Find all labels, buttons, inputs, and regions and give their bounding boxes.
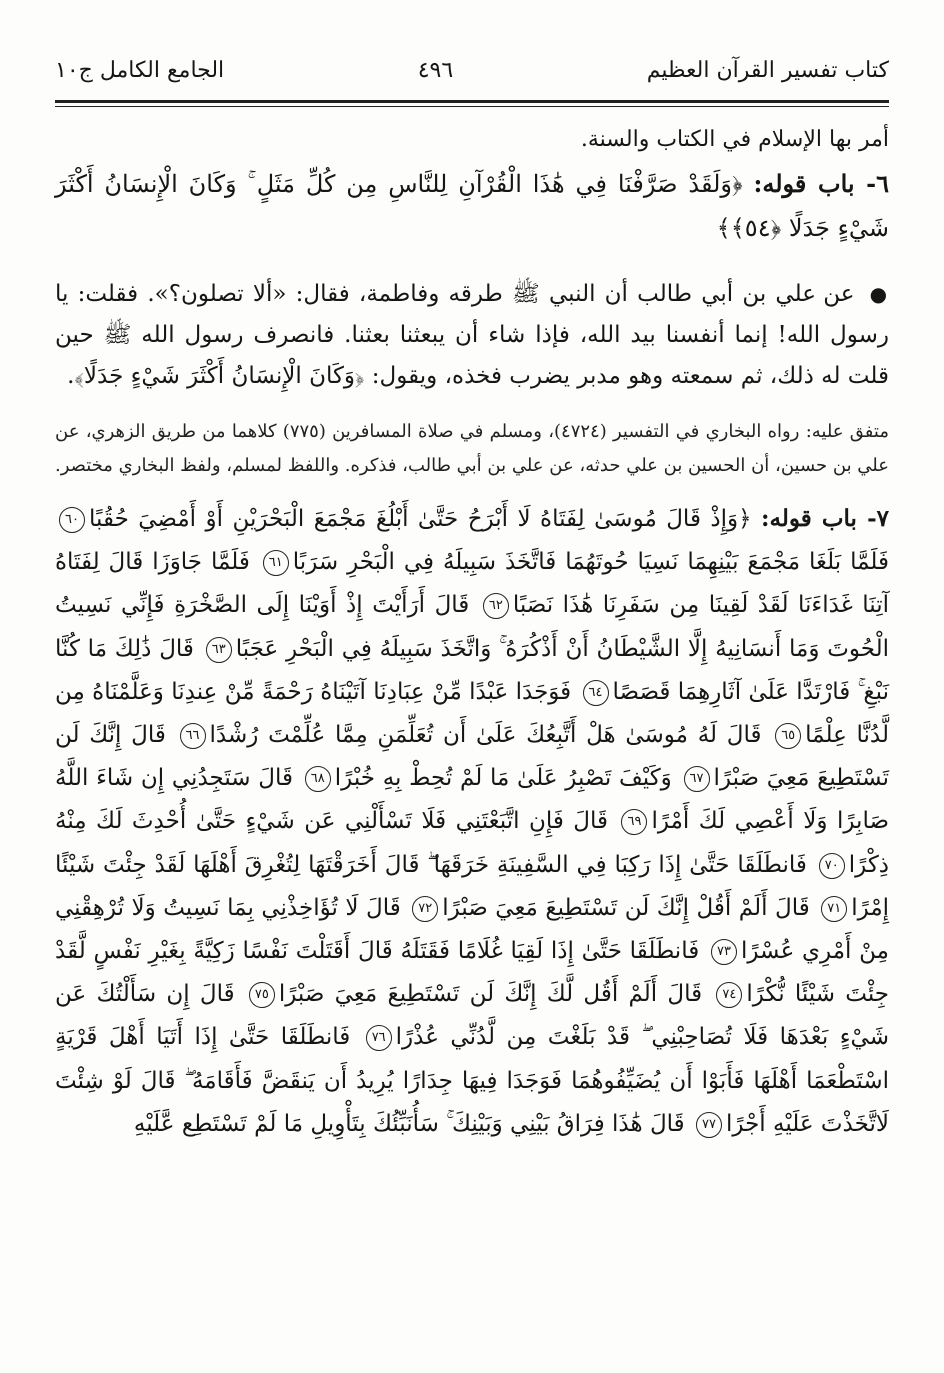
volume-title: الجامع الكامل ج١٠ xyxy=(55,58,225,83)
verse-text: قَالَ أَلَمْ أَقُل لَّكَ إِنَّكَ لَن تَسْتَطِيعَ مَعِيَ صَبْرًا xyxy=(278,981,703,1008)
hadith-paragraph xyxy=(55,274,889,397)
ayah-number-marker: ٧٧ xyxy=(696,1112,722,1138)
ayah-number-marker: ٧٤ xyxy=(716,982,742,1008)
bullet-icon: ● xyxy=(869,282,889,306)
chapter-6-label: ٦- باب قوله: xyxy=(753,169,889,198)
ayah-number-marker: ٦٠ xyxy=(59,507,85,533)
verse-text: فَانطَلَقَا حَتَّىٰ إِذَا لَقِيَا غُلَامًا فَقَتَلَهُ قَالَ أَقَتَلْتَ نَفْسًا زَكِيَّةً بِغَيْرِ نَفْسٍ لَّقَدْ جِئْتَ شَيْئًا نُّكْرًا xyxy=(55,938,889,1008)
book-title: كتاب تفسير القرآن العظيم xyxy=(646,58,889,83)
chapter-7-section xyxy=(55,497,889,1146)
ayah-number-marker: ٧٦ xyxy=(366,1025,392,1051)
ayah-number-marker: ٦٧ xyxy=(684,766,710,792)
ayah-number-marker: ٦١ xyxy=(263,550,289,576)
verse-text: قَالَ سَتَجِدُنِي إِن شَاءَ اللَّهُ صَابِرًا وَلَا أَعْصِي لَكَ أَمْرًا xyxy=(55,765,889,835)
chapter-6-ayah: ﴿وَلَقَدْ صَرَّفْنَا فِي هَٰذَا الْقُرْآنِ لِلنَّاسِ مِن كُلِّ مَثَلٍ ۚ وَكَانَ الْإِنسَانُ أَكْثَرَ شَيْءٍ جَدَلًا ﴿٥٤﴾﴾ xyxy=(55,170,889,242)
ayah-number-marker: ٧٥ xyxy=(249,982,275,1008)
verse-text: فَلَمَّا جَاوَزَا قَالَ لِفَتَاهُ آتِنَا غَدَاءَنَا لَقَدْ لَقِينَا مِن سَفَرِنَا هَٰذَا نَصَبًا xyxy=(55,549,890,619)
verse-text: فَوَجَدَا عَبْدًا مِّنْ عِبَادِنَا آتَيْنَاهُ رَحْمَةً مِّنْ عِندِنَا وَعَلَّمْنَاهُ مِن لَّدُنَّا عِلْمًا xyxy=(55,678,890,749)
verse-text: فَانطَلَقَا حَتَّىٰ إِذَا رَكِبَا فِي السَّفِينَةِ خَرَقَهَا ۖ قَالَ أَخَرَقْتَهَا لِتُغْرِقَ أَهْلَهَا لَقَدْ جِئْتَ شَيْئًا إِمْرًا xyxy=(55,851,890,921)
verse-text: فَلَمَّا بَلَغَا مَجْمَعَ بَيْنِهِمَا نَسِيَا حُوتَهُمَا فَاتَّخَذَ سَبِيلَهُ فِي الْبَحْرِ سَرَبًا xyxy=(292,549,889,576)
verse-text: ﴿وَإِذْ قَالَ مُوسَىٰ لِفَتَاهُ لَا أَبْرَحُ حَتَّىٰ أَبْلُغَ مَجْمَعَ الْبَحْرَيْنِ أَوْ أَمْضِيَ حُقُبًا xyxy=(89,506,752,532)
hadith-text: عن علي بن أبي طالب أن النبي ﷺ طرقه وفاطمة، فقال: «ألا تصلون؟». فقلت: يا رسول الله! إنما أنفسنا بيد الله، فإذا شاء أن يبعثنا بعثنا. فانصرف رسول الله ﷺ حين قلت له ذلك، ثم سمعته وهو مدبر يضرب فخذه، ويقول: ﴿وَكَانَ الْإِنسَانُ أَكْثَرَ شَيْءٍ جَدَلًا﴾. xyxy=(55,281,889,389)
ayah-number-marker: ٦٢ xyxy=(483,593,509,619)
verse-text: وَكَيْفَ تَصْبِرُ عَلَىٰ مَا لَمْ تُحِطْ بِهِ خُبْرًا xyxy=(334,765,672,792)
ayah-number-marker: ٧٣ xyxy=(711,939,737,965)
verse-text: قَالَ إِنَّكَ لَن تَسْتَطِيعَ مَعِيَ صَبْرًا xyxy=(55,722,890,792)
verse-text: قَالَ لَهُ مُوسَىٰ هَلْ أَتَّبِعُكَ عَلَىٰ أَن تُعَلِّمَنِ مِمَّا عُلِّمْتَ رُشْدًا xyxy=(209,722,762,749)
ayah-number-marker: ٦٤ xyxy=(583,680,609,706)
verse-text: قَالَ أَرَأَيْتَ إِذْ أَوَيْنَا إِلَى الصَّخْرَةِ فَإِنِّي نَسِيتُ الْحُوتَ وَمَا أَنسَانِيهُ إِلَّا الشَّيْطَانُ أَنْ أَذْكُرَهُ ۚ وَاتَّخَذَ سَبِيلَهُ فِي الْبَحْرِ عَجَبًا xyxy=(55,592,890,662)
takhrij-note: متفق عليه: رواه البخاري في التفسير (٤٧٢٤)، ومسلم في صلاة المسافرين (٧٧٥) كلاهما من طريق الزهري، عن علي بن حسين، أن الحسين بن علي حدثه، عن علي بن أبي طالب، فذكره. واللفظ لمسلم، ولفظ البخاري مختصر. xyxy=(54,421,889,476)
ayah-number-marker: ٧١ xyxy=(821,896,847,922)
verse-text: قَالَ إِن سَأَلْتُكَ عَن شَيْءٍ بَعْدَهَا فَلَا تُصَاحِبْنِي ۖ قَدْ بَلَغْتَ مِن لَّدُنِّي عُذْرًا xyxy=(55,981,889,1051)
verse-text: قَالَ ذَٰلِكَ مَا كُنَّا نَبْغِ ۚ فَارْتَدَّا عَلَىٰ آثَارِهِمَا قَصَصًا xyxy=(55,635,889,705)
running-header xyxy=(55,58,889,100)
verse-text: قَالَ هَٰذَا فِرَاقُ بَيْنِي وَبَيْنِكَ ۚ سَأُنَبِّئُكَ بِتَأْوِيلِ مَا لَمْ تَسْتَطِع عَّلَيْهِ xyxy=(133,1110,685,1137)
ayah-number-marker: ٦٩ xyxy=(621,809,647,835)
header-double-rule xyxy=(55,100,889,107)
verse-text: فَانطَلَقَا حَتَّىٰ إِذَا أَتَيَا أَهْلَ قَرْيَةٍ اسْتَطْعَمَا أَهْلَهَا فَأَبَوْا أَن يُضَيِّفُوهُمَا فَوَجَدَا فِيهَا جِدَارًا يُرِيدُ أَن يَنقَضَّ فَأَقَامَهُ ۖ قَالَ لَوْ شِئْتَ لَاتَّخَذْتَ عَلَيْهِ أَجْرًا xyxy=(55,1024,889,1137)
ayah-number-marker: ٧٢ xyxy=(412,896,438,922)
chapter-6-heading xyxy=(55,162,889,250)
verse-text: قَالَ أَلَمْ أَقُلْ إِنَّكَ لَن تَسْتَطِيعَ مَعِيَ صَبْرًا xyxy=(442,894,810,921)
ayah-number-marker: ٦٥ xyxy=(775,723,801,749)
book-page xyxy=(55,58,889,1146)
ayah-number-marker: ٧٠ xyxy=(819,853,845,879)
intro-line: أمر بها الإسلام في الكتاب والسنة. xyxy=(580,127,889,152)
verse-text: قَالَ لَا تُؤَاخِذْنِي بِمَا نَسِيتُ وَلَا تُرْهِقْنِي مِنْ أَمْرِي عُسْرًا xyxy=(55,894,889,965)
ayah-number-marker: ٦٦ xyxy=(180,723,206,749)
ayah-number-marker: ٦٨ xyxy=(305,766,331,792)
page-number: ٤٩٦ xyxy=(417,58,454,83)
ayah-number-marker: ٦٣ xyxy=(206,637,232,663)
chapter-7-label: ٧- باب قوله: xyxy=(761,505,890,532)
verse-text: قَالَ فَإِنِ اتَّبَعْتَنِي فَلَا تَسْأَلْنِي عَن شَيْءٍ حَتَّىٰ أُحْدِثَ لَكَ مِنْهُ ذِكْرًا xyxy=(55,808,890,878)
